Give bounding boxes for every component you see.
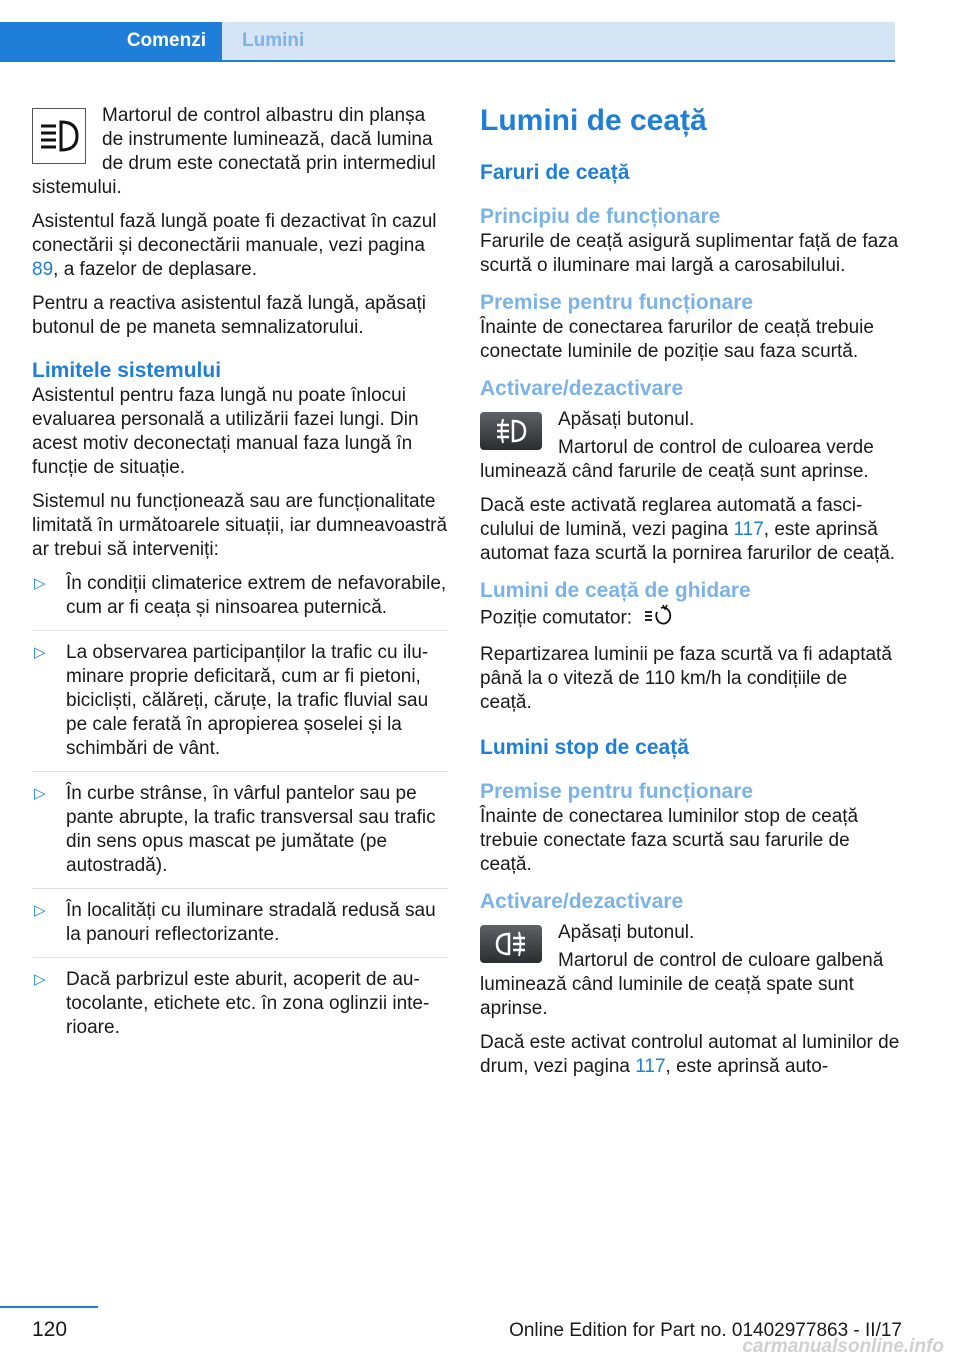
- press-button-text-1: Apăsați butonul.: [558, 409, 695, 430]
- heading-system-limits: Limitele sistemului: [32, 359, 222, 382]
- indicator-yellow-text: Martorul de control de culoare galbenă luminează când luminile de ceață spate sunt aprinse.: [480, 950, 884, 1019]
- heading-principle: Principiu de funcționare: [480, 205, 721, 228]
- tab-comenzi[interactable]: Comenzi: [0, 22, 222, 60]
- heading-premise-2: Premise pentru funcționare: [480, 780, 754, 803]
- limits-situations-paragraph: Sistemul nu funcționează sau are funcționalitate limitată în următoarele situații, iar dumneavoastră ar trebui să interveniți:: [32, 491, 448, 560]
- footer-line: [0, 1306, 98, 1308]
- heading-activation-1: Activare/dezactivare: [480, 377, 684, 400]
- rear-fog-light-icon: [480, 925, 542, 963]
- premise-1-paragraph: Înainte de conectarea farurilor de ceață trebuie conectate luminile de poziție sau faza scurtă.: [480, 317, 874, 362]
- triangle-bullet-icon: ▷: [34, 902, 46, 919]
- high-beam-icon: [32, 108, 86, 164]
- premise-2-paragraph: Înainte de conectarea luminilor stop de ceață trebuie conectate faza scurtă sau farurile de ceață.: [480, 806, 859, 875]
- auto-beam-paragraph: Dacă este activată reglarea automată a fasciculului de lumină, vezi pagina 117, este aprinsă automat faza scurtă la pornirea farurilor de ceață.: [480, 495, 896, 564]
- divider: [32, 771, 448, 772]
- heading-premise-1: Premise pentru funcționare: [480, 291, 754, 314]
- front-fog-light-icon: [480, 412, 542, 450]
- limits-paragraph: Asistentul pentru faza lungă nu poate înlocui evaluarea personală a utilizării fazei lungi. Din acest motiv deconectați manual faza lungă în funcție de situație.: [32, 385, 419, 478]
- triangle-bullet-icon: ▷: [34, 971, 46, 988]
- guide-fog-paragraph: Repartizarea luminii pe faza scurtă va fi adaptată până la o viteză de 110 km/h la condițiile de ceață.: [480, 644, 892, 713]
- watermark: carmanualsonline.info: [742, 1336, 944, 1357]
- heading-guide-fog: Lumini de ceață de ghidare: [480, 579, 751, 602]
- divider: [32, 630, 448, 631]
- list-item: ▷ La observarea participanților la trafic cu iluminare proprie deficitară, cum ar fi pietoni, bicicliști, călăreți, căruțe, la trafic fluvial sau pe cale ferată în apropierea șoselei și la schimbări de vânt.: [34, 642, 429, 759]
- edition-text: Online Edition for Part no. 01402977863 - II/17: [509, 1320, 902, 1341]
- heading-rear-fog-lights: Lumini stop de ceață: [480, 736, 689, 759]
- auto-lights-paragraph: Dacă este activat controlul automat al luminilor de drum, vezi pagina 117, este aprinsă auto-: [480, 1032, 900, 1077]
- left-column: [32, 104, 448, 1050]
- list-item: ▷ În curbe strânse, în vârful pantelor sau pe pante abrupte, la trafic transversal sau trafic din sens opus mascat pe jumătate (pe autostradă).: [34, 783, 436, 876]
- front-fog-button-block: [480, 408, 900, 494]
- heading-fog-lights: Lumini de ceață: [480, 104, 707, 137]
- intro-text: Martorul de control albastru din planșa de instrumente luminează, dacă lumina de drum este conectată prin intermediul sistemului.: [32, 105, 436, 198]
- indicator-green-text: Martorul de control de culoarea verde luminează când farurile de ceață sunt aprinse.: [480, 437, 874, 482]
- list-item: ▷ În condiții climaterice extrem de nefavorabile, cum ar fi ceața și ninsoarea puternică.: [34, 573, 447, 618]
- right-column: [480, 104, 900, 1089]
- heading-front-fog-lights: Faruri de ceață: [480, 161, 630, 184]
- divider: [32, 957, 448, 958]
- tab-lumini[interactable]: Lumini: [222, 22, 895, 60]
- page-link-117-b[interactable]: 117: [635, 1056, 666, 1077]
- triangle-bullet-icon: ▷: [34, 575, 46, 592]
- tab-underline: [0, 60, 895, 62]
- page-link-89[interactable]: 89: [32, 259, 54, 280]
- list-item: ▷ Dacă parbrizul este aburit, acoperit de autocolante, etichete etc. în zona oglinzii interioare.: [34, 969, 430, 1038]
- heading-activation-2: Activare/dezactivare: [480, 890, 684, 913]
- list-item: ▷ În localități cu iluminare stradală redusă sau la panouri reflectorizante.: [34, 900, 436, 945]
- rear-fog-button-block: [480, 921, 900, 1031]
- triangle-bullet-icon: ▷: [34, 785, 46, 802]
- fog-guide-switch-icon: [643, 604, 673, 633]
- page-number: 120: [32, 1318, 68, 1341]
- principle-paragraph: Farurile de ceață asigură suplimentar față de faza scurtă o iluminare mai largă a carosabilului.: [480, 231, 899, 276]
- tab-bar: [0, 22, 895, 62]
- limits-list: [32, 572, 448, 1040]
- press-button-text-2: Apăsați butonul.: [558, 922, 695, 943]
- triangle-bullet-icon: ▷: [34, 644, 46, 661]
- switch-position-text: Poziție comutator:: [480, 604, 900, 633]
- high-beam-indicator-block: [32, 104, 448, 210]
- deactivate-paragraph: Asistentul fază lungă poate fi dezactivat în cazul conectării și deconectării manuale, vezi pagina 89, a fazelor de deplasare.: [32, 211, 437, 280]
- page-link-117[interactable]: 117: [733, 519, 764, 540]
- reactivate-paragraph: Pentru a reactiva asistentul fază lungă, apăsați butonul de pe maneta semnalizatorului.: [32, 293, 426, 338]
- divider: [32, 888, 448, 889]
